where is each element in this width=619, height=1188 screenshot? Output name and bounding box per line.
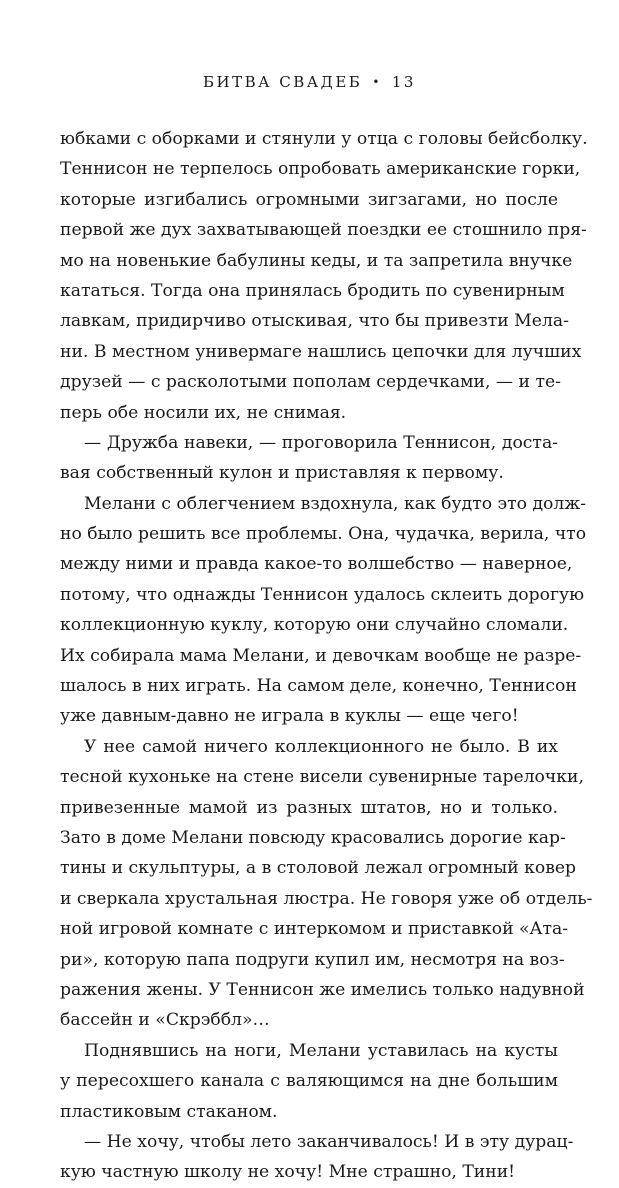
text-line: Теннисон не терпелось опробовать американские горки,: [60, 159, 581, 180]
text-line: но было решить все проблемы. Она, чудачка, верила, что: [60, 524, 587, 545]
text-line: между ними и правда какое-то волшебство — наверное,: [60, 554, 573, 575]
text-line: У нее самой ничего коллекционного не было. В их: [84, 736, 558, 757]
text-line: коллекционную куклу, которую они случайно сломали.: [60, 615, 569, 636]
text-line: кую частную школу не хочу! Мне страшно, Тини!: [60, 1162, 516, 1183]
text-line: Поднявшись на ноги, Мелани уставилась на кусты: [84, 1040, 558, 1061]
text-line: шалось в них играть. На самом деле, конечно, Теннисон: [60, 676, 577, 697]
text-line: и сверкала хрустальная люстра. Не говоря уже об отдель-: [60, 888, 593, 909]
text-line: лавкам, придирчиво отыскивая, что бы привезти Мела-: [60, 311, 569, 332]
text-line: ни. В местном универмаге нашлись цепочки для лучших: [60, 341, 582, 362]
text-line: привезенные мамой из разных штатов, но и только.: [60, 797, 558, 818]
text-line: у пересохшего канала с валяющимся на дне большим: [60, 1071, 558, 1092]
running-header: [0, 72, 619, 93]
text-line: перь обе носили их, не снимая.: [60, 402, 347, 423]
text-line: кататься. Тогда она принялась бродить по сувенирным: [60, 280, 565, 301]
text-line: ри», которую папа подруги купил им, несмотря на воз-: [60, 949, 565, 970]
text-line: вая собственный кулон и приставляя к первому.: [60, 463, 504, 484]
body-text: [60, 124, 593, 1188]
text-line: мо на новенькие бабулины кеды, и та запретила внучке: [60, 250, 573, 271]
text-line: Зато в доме Мелани повсюду красовались дорогие кар-: [60, 827, 566, 848]
text-line: бассейн и «Скрэббл»…: [60, 1010, 270, 1031]
text-line: юбками с оборками и стянули у отца с головы бейсболку.: [60, 129, 588, 149]
text-line: ражения жены. У Теннисон же имелись только надувной: [60, 979, 585, 1000]
text-line: тины и скульптуры, а в столовой лежал огромный ковер: [60, 858, 577, 879]
text-line: ной игровой комнате с интеркомом и приставкой «Ата-: [60, 919, 569, 940]
text-line: — Дружба навеки, — проговорила Теннисон, доста-: [84, 432, 558, 453]
text-line: — Не хочу, чтобы лето заканчивалось! И в эту дурац-: [84, 1131, 574, 1152]
bullet-separator: •: [372, 75, 382, 89]
text-line: уже давным-давно не играла в куклы — еще чего!: [60, 706, 519, 727]
text-line: тесной кухоньке на стене висели сувенирные тарелочки,: [60, 767, 584, 788]
text-line: Мелани с облегчением вздохнула, как будто это долж-: [84, 493, 586, 514]
book-title: БИТВА СВАДЕБ: [203, 73, 363, 91]
text-line: Их собирала мама Мелани, и девочкам вообще не разре-: [60, 645, 582, 666]
text-line: которые изгибались огромными зигзагами, но после: [60, 189, 558, 210]
page-number: 13: [391, 73, 416, 91]
text-line: друзей — с расколотыми пополам сердечками, — и те-: [60, 372, 561, 393]
text-line: потому, что однажды Теннисон удалось склеить дорогую: [60, 584, 585, 605]
text-line: пластиковым стаканом.: [60, 1101, 278, 1122]
text-line: первой же дух захватывающей поездки ее стошнило пря-: [60, 220, 587, 241]
